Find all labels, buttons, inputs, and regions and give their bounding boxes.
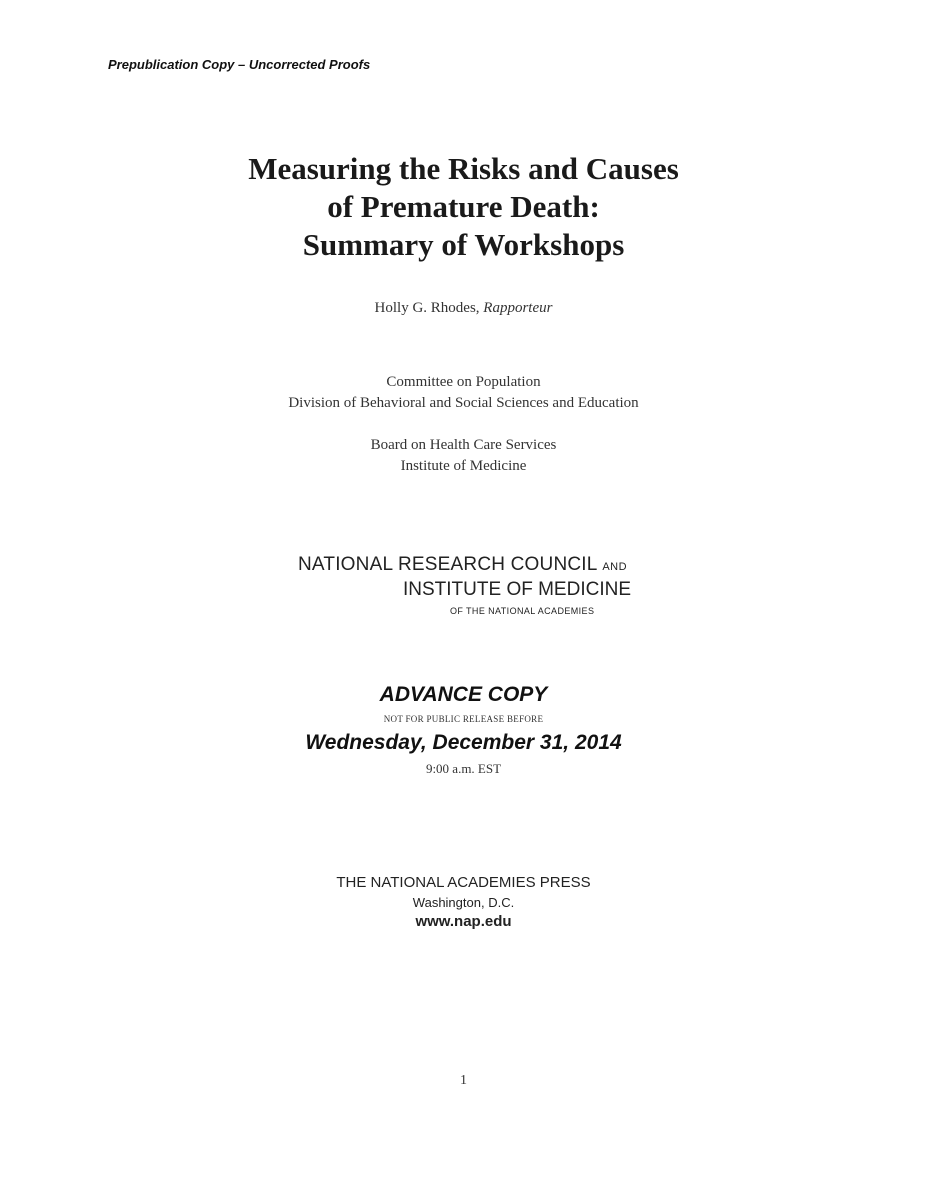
logo-line-2: INSTITUTE OF MEDICINE — [403, 579, 631, 600]
release-date: Wednesday, December 31, 2014 — [305, 731, 622, 754]
advance-copy-label: ADVANCE COPY — [379, 683, 548, 706]
title-line-3: Summary of Workshops — [302, 227, 625, 262]
institute-name: Institute of Medicine — [400, 458, 527, 474]
press-url: www.nap.edu — [415, 913, 512, 930]
prepublication-note: Prepublication Copy – Uncorrected Proofs — [108, 57, 371, 72]
page-number: 1 — [460, 1073, 467, 1088]
press-city: Washington, D.C. — [412, 895, 515, 910]
logo-and: AND — [602, 561, 628, 573]
press-block — [0, 873, 927, 932]
document-title — [0, 150, 927, 264]
logo-line-3: OF THE NATIONAL ACADEMIES — [450, 606, 595, 616]
committee-block — [0, 372, 927, 414]
rapporteur — [0, 300, 927, 317]
board-block — [0, 435, 927, 477]
logo-line-1: NATIONAL RESEARCH COUNCIL — [298, 554, 597, 575]
rapporteur-name: Holly G. Rhodes, — [374, 300, 480, 316]
press-name: THE NATIONAL ACADEMIES PRESS — [336, 874, 591, 891]
release-time: 9:00 a.m. EST — [425, 761, 502, 776]
release-notice: NOT FOR PUBLIC RELEASE BEFORE — [383, 714, 544, 724]
title-line-1: Measuring the Risks and Causes — [248, 151, 679, 186]
title-line-2: of Premature Death: — [327, 189, 600, 224]
publisher-logo — [298, 553, 631, 616]
board-name: Board on Health Care Services — [370, 437, 557, 453]
rapporteur-role: Rapporteur — [483, 300, 553, 316]
committee-name: Committee on Population — [386, 374, 541, 390]
division-name: Division of Behavioral and Social Sciences and Education — [288, 395, 639, 411]
